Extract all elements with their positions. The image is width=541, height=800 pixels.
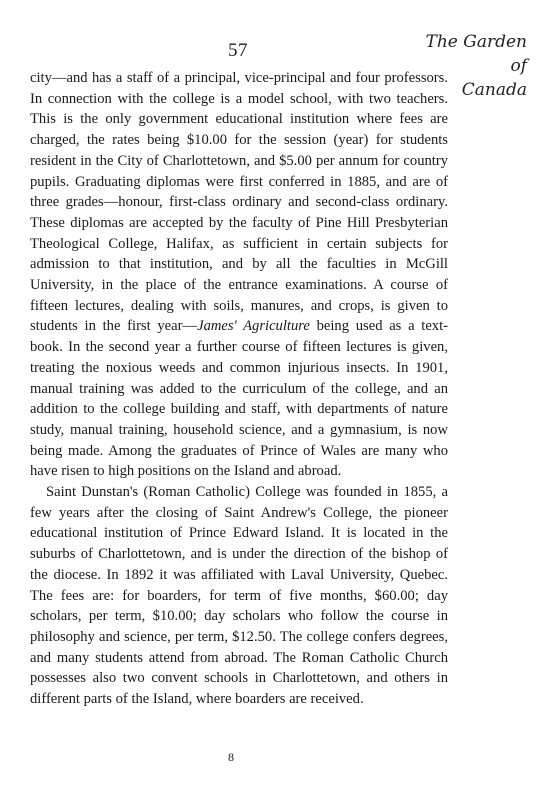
paragraph-2: Saint Dunstan's (Roman Catholic) College was founded in 1855, a few years after the closing of Saint Andrew's College, the pioneer educational institution of Prince Edward Island. It is located in the suburbs of Charlottetown, and is under the direction of the bishop of the diocese. In 1892 it was affiliated with Laval University, Quebec. The fees are: for boarders, for term of five months, $60.00; day scholars, per term, $10.00; day scholars who follow the course in philosophy and science, per term, $12.50. The college confers degrees, and many students attend from abroad. The Roman Catholic Church possesses also two convent schools in Charlottetown, and others in different parts of the Island, where boarders are received.: [30, 484, 448, 708]
paragraph-1-part-a: city—and has a staff of a principal, vice-principal and four professors. In connection with the college is a model school, with two teachers. This is the only government educational institution where fees are charged, the rates being $10.00 for the session (year) for students resident in the City of Charlottetown, and $5.00 per annum for country pupils. Graduating diplomas were first conferred in 1885, and are of three grades—honour, first-class ordinary and second-class ordinary. These diplomas are accepted by the faculty of Pine Hill Presbyterian Theological College, Halifax, as sufficient in certain subjects for admission to that institution, and by all the faculties in McGill University, in the place of the entrance examinations. A course of fifteen lectures, dealing with soils, manures, and crops, is given to students in the first year—: [30, 70, 448, 335]
paragraph-1: [30, 68, 448, 482]
page-number: 57: [228, 40, 248, 61]
book-title-italic: James' Agriculture: [197, 318, 310, 335]
body-text: [30, 68, 448, 710]
paragraph-1-part-b: being used as a text-book. In the second year a further course of fifteen lectures is given, treating the noxious weeds and common injurious insects. In 1901, manual training was added to the curriculum of the college, and an addition to the college building and staff, with departments of nature study, manual training, household science, and a gymnasium, is now being made. Among the graduates of Prince of Wales are many who have risen to high positions on the Island and abroad.: [30, 318, 449, 480]
running-head-line2: Canada: [461, 80, 527, 100]
running-head-line1: The Garden of: [425, 32, 527, 76]
signature-mark: 8: [228, 750, 234, 764]
